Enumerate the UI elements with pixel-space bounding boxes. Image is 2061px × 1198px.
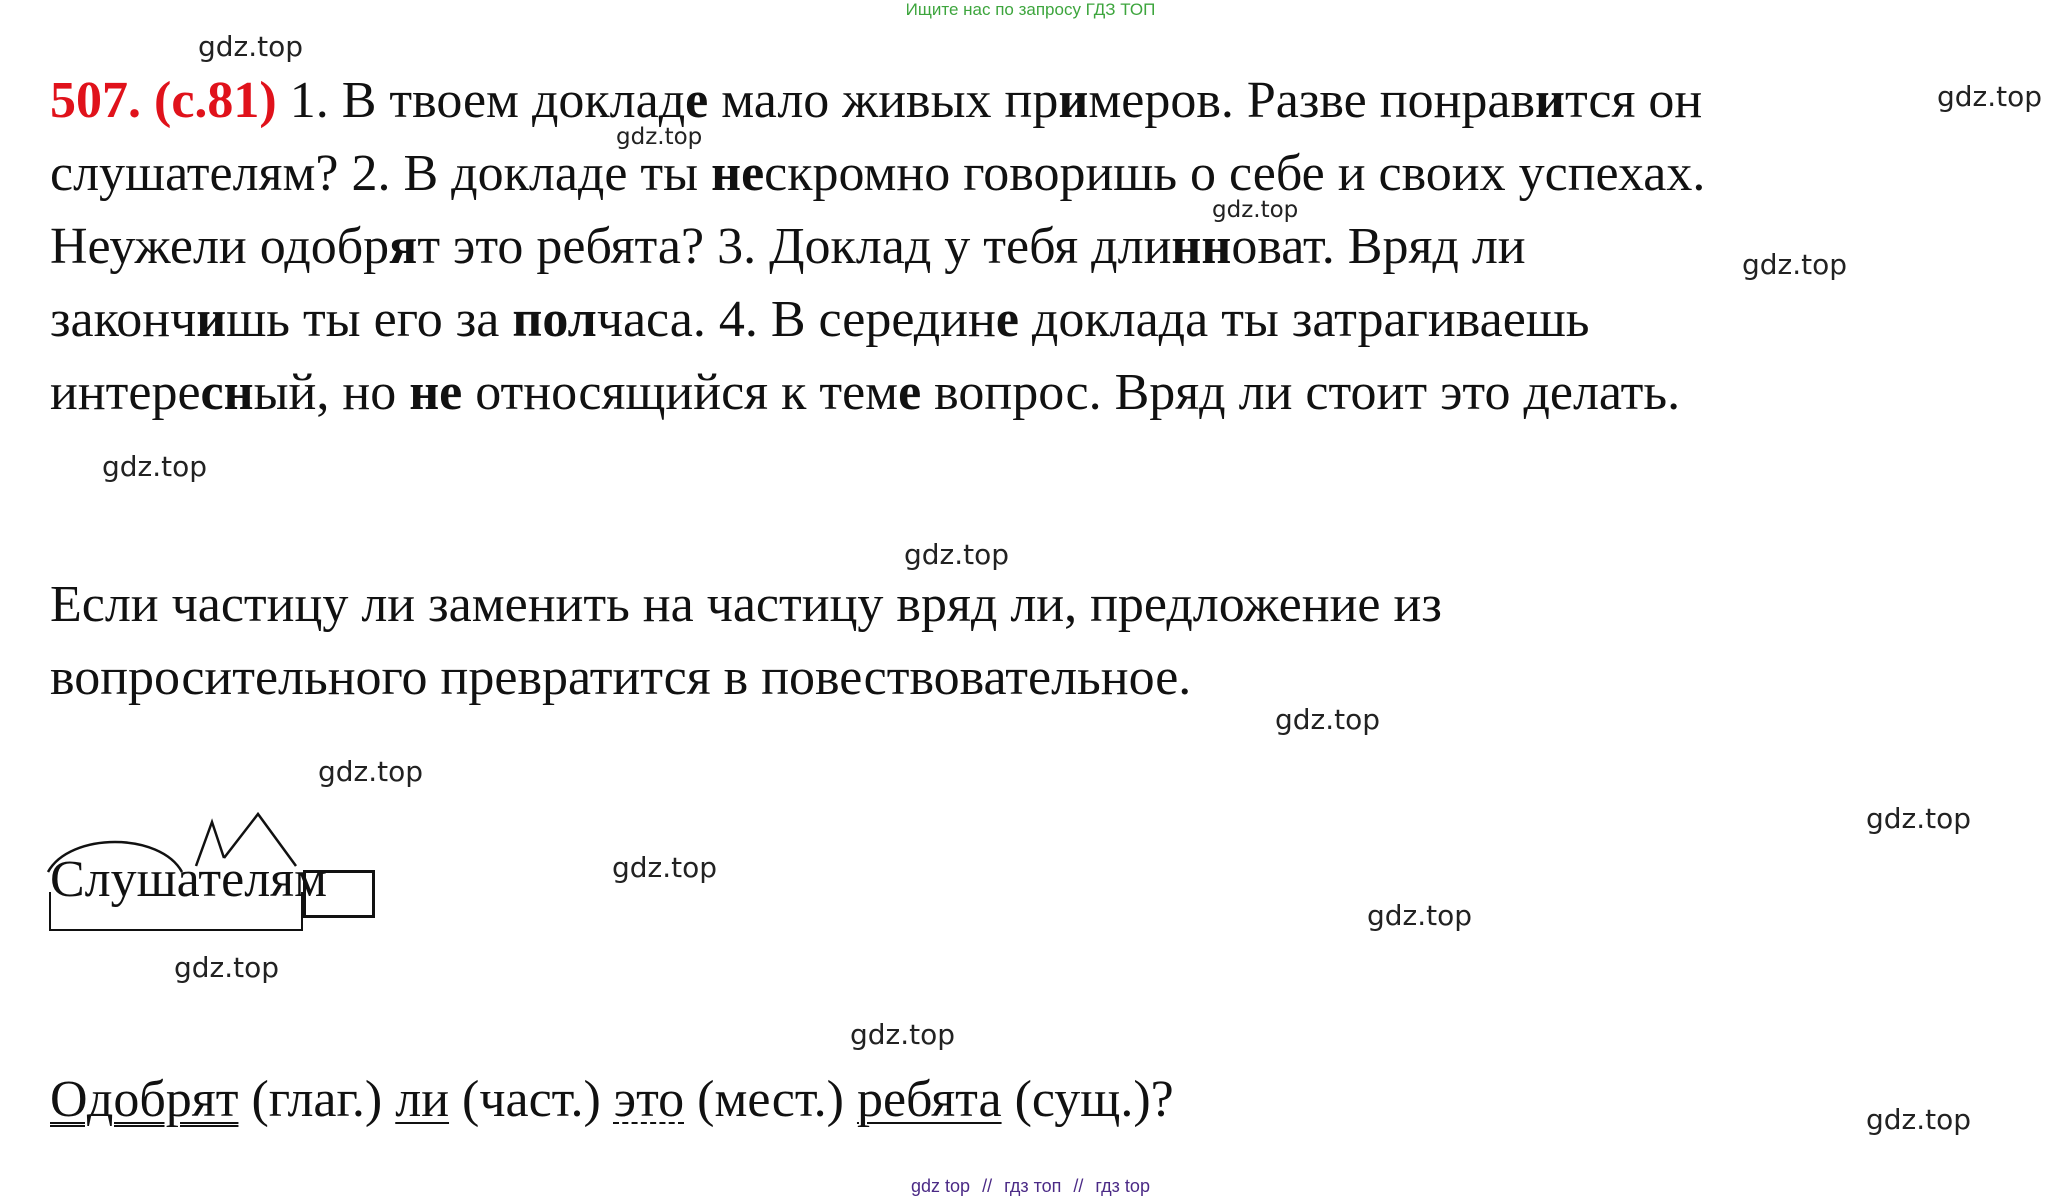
exercise-line-4: [50, 283, 2010, 356]
watermark: gdz.top: [1212, 197, 1299, 223]
watermark: gdz.top: [850, 1018, 956, 1051]
bold-letter: не: [409, 364, 463, 421]
watermark: gdz.top: [616, 124, 703, 150]
top-banner: Ищите нас по запросу ГДЗ ТОП: [905, 0, 1156, 19]
modifier-word: это: [613, 1071, 685, 1128]
watermark: gdz.top: [198, 30, 304, 63]
watermark: gdz.top: [1275, 703, 1381, 736]
exercise-line-5: [50, 356, 2010, 429]
footer-separator: //: [982, 1176, 993, 1196]
text-run: доклада ты затрагиваешь: [1018, 291, 1590, 348]
bold-letter: пол: [512, 291, 597, 348]
explanation-paragraph: [50, 568, 1442, 714]
morpheme-word: [50, 848, 327, 912]
text-run: Неужели одобр: [50, 218, 390, 275]
footer-separator: //: [1073, 1176, 1084, 1196]
footer-link[interactable]: гдз топ: [1004, 1176, 1062, 1196]
bold-letter: не: [711, 145, 765, 202]
exercise-line-2: [50, 137, 2010, 210]
bold-letter: я: [389, 218, 418, 275]
text-run: относящийся к тем: [462, 364, 899, 421]
word-ending: ям: [270, 851, 327, 908]
bold-letter: сн: [200, 364, 254, 421]
footer: [0, 1176, 2061, 1197]
text-run: скромно говоришь о себе и своих успехах.: [764, 145, 1706, 202]
exercise-line-3: [50, 210, 2010, 283]
bold-letter: е: [995, 291, 1019, 348]
watermark: gdz.top: [612, 851, 718, 884]
exercise-line-1: [50, 64, 2010, 137]
exercise-number: 507. (с.81): [50, 72, 277, 129]
text-run: вопрос. Вряд ли стоит это делать.: [921, 364, 1681, 421]
text-run: слушателям? 2. В докладе ты: [50, 145, 712, 202]
watermark: gdz.top: [318, 755, 424, 788]
footer-link[interactable]: гдз top: [1095, 1176, 1150, 1196]
explanation-line-2: вопросительного превратится в повествовательное.: [50, 649, 1192, 706]
part-of-speech: (мест.): [684, 1071, 857, 1128]
text-run: часа. 4. В середин: [596, 291, 996, 348]
text-run: т это ребята? 3. Доклад у тебя дли: [417, 218, 1172, 275]
exercise-text: [50, 64, 2010, 429]
text-run: законч: [50, 291, 197, 348]
text-run: оват. Вряд ли: [1231, 218, 1526, 275]
watermark: gdz.top: [1866, 1103, 1972, 1136]
explanation-line-1: Если частицу ли заменить на частицу вряд ли, предложение из: [50, 576, 1442, 633]
bold-letter: е: [898, 364, 922, 421]
particle-word: ли: [395, 1071, 450, 1128]
text-run: мало живых пр: [708, 72, 1059, 129]
bold-letter: и: [196, 291, 227, 348]
word-stem: Слушател: [50, 851, 271, 908]
part-of-speech: (сущ.)?: [1001, 1071, 1174, 1128]
text-run: шь ты его за: [226, 291, 513, 348]
predicate-word: Одобрят: [50, 1071, 239, 1128]
part-of-speech: (глаг.): [238, 1071, 396, 1128]
bold-letter: и: [1535, 72, 1566, 129]
bold-letter: е: [685, 72, 709, 129]
part-of-speech: (част.): [449, 1071, 614, 1128]
sentence-parse: [50, 1068, 1174, 1132]
text-run: интере: [50, 364, 201, 421]
ending-box: [303, 870, 375, 918]
watermark: gdz.top: [1937, 80, 2043, 113]
watermark: gdz.top: [1742, 248, 1848, 281]
bold-letter: нн: [1171, 218, 1232, 275]
bold-letter: и: [1058, 72, 1089, 129]
watermark: gdz.top: [102, 450, 208, 483]
text-run: тся он: [1565, 72, 1703, 129]
subject-word: ребята: [856, 1071, 1002, 1128]
text-run: меров. Разве понрав: [1088, 72, 1536, 129]
text-run: ый, но: [253, 364, 410, 421]
text-run: 1. В твоем доклад: [289, 72, 686, 129]
footer-link[interactable]: gdz top: [911, 1176, 971, 1196]
watermark: gdz.top: [1866, 802, 1972, 835]
watermark: gdz.top: [174, 951, 280, 984]
watermark: gdz.top: [1367, 899, 1473, 932]
watermark: gdz.top: [904, 538, 1010, 571]
